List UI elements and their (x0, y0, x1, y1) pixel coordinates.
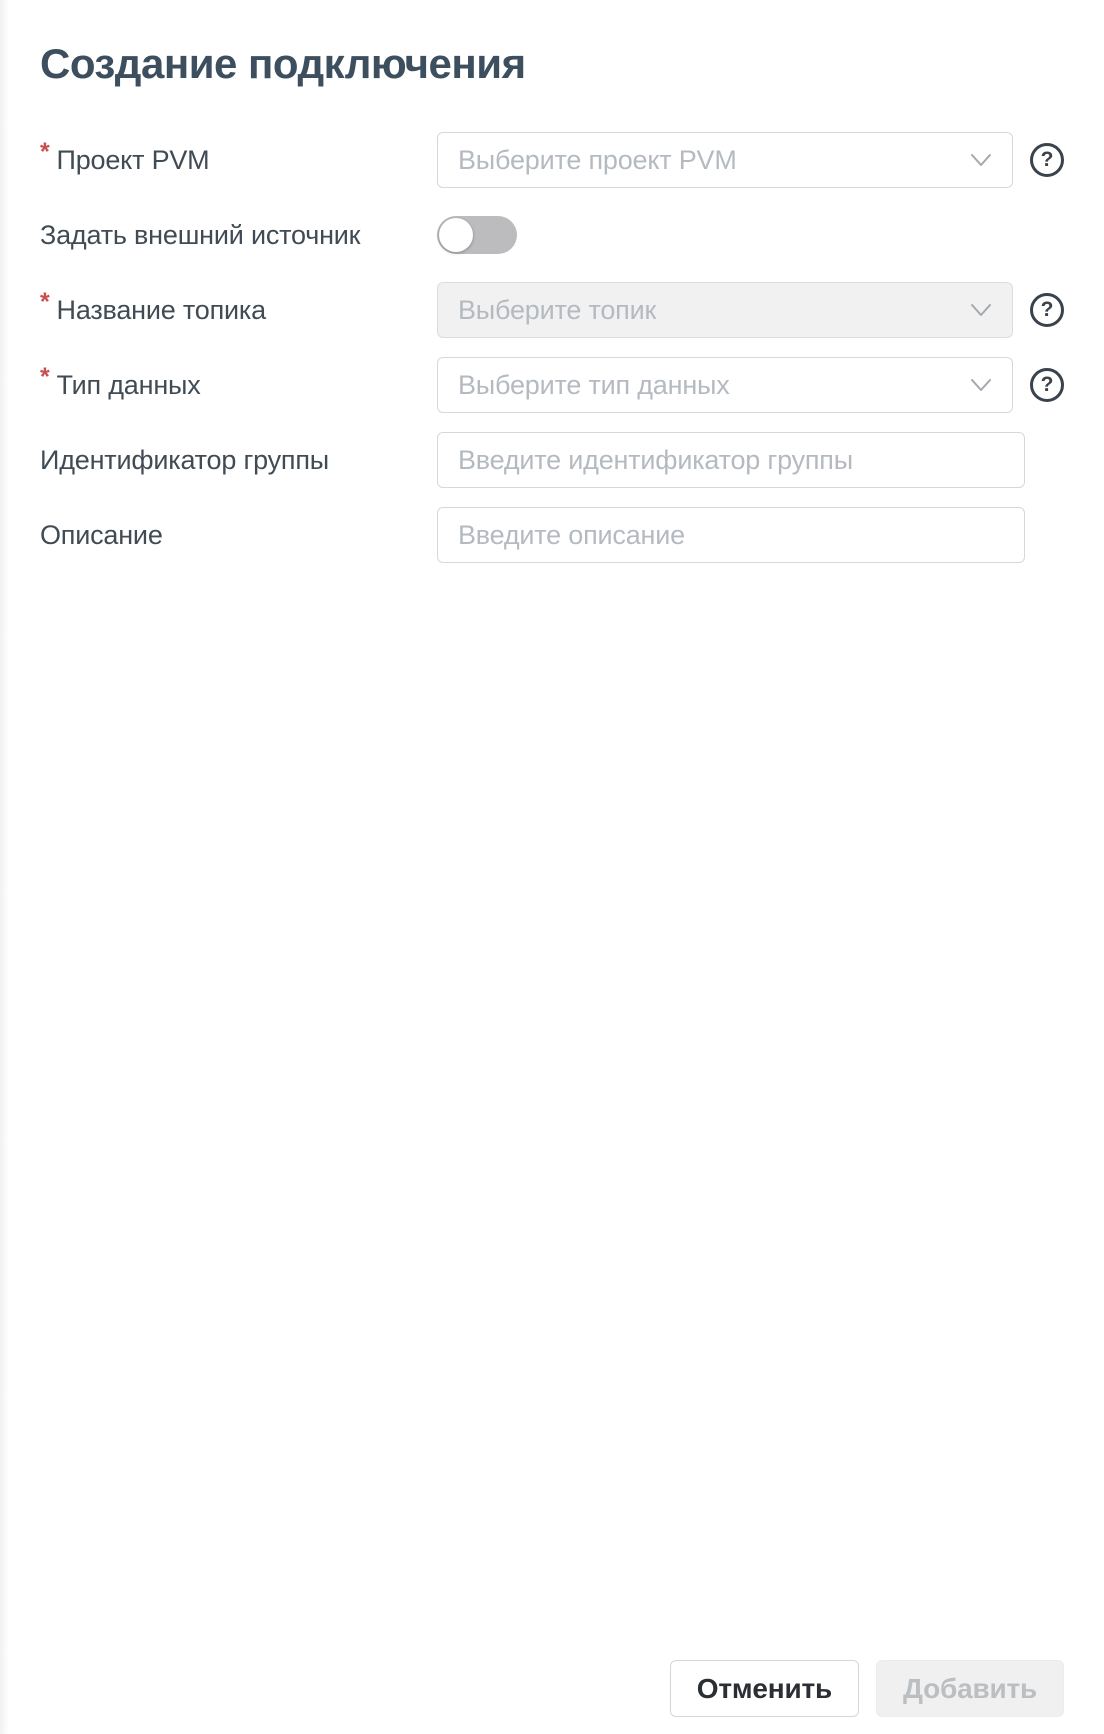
form-row-group-id (40, 432, 1064, 488)
external-source-toggle[interactable] (437, 216, 517, 254)
form-row-project-pvm (40, 132, 1064, 188)
chevron-down-icon (970, 303, 992, 317)
form-row-external-source (40, 207, 1064, 263)
required-asterisk: * (40, 137, 50, 166)
project-pvm-label-text: Проект PVM (56, 144, 210, 175)
external-source-label-text: Задать внешний источник (40, 219, 361, 250)
modal-footer (40, 1660, 1064, 1717)
group-id-field (437, 432, 1025, 488)
help-icon[interactable]: ? (1030, 368, 1064, 402)
topic-name-select-placeholder: Выберите топик (458, 294, 657, 325)
description-input[interactable] (458, 508, 1004, 562)
description-field (437, 507, 1025, 563)
chevron-down-icon (970, 153, 992, 167)
project-pvm-label (40, 137, 437, 176)
project-pvm-select[interactable] (437, 132, 1013, 188)
cancel-button[interactable]: Отменить (670, 1660, 859, 1717)
chevron-down-icon (970, 378, 992, 392)
data-type-label (40, 362, 437, 401)
modal-title: Создание подключения (40, 40, 526, 87)
required-asterisk: * (40, 287, 50, 316)
topic-name-label (40, 287, 437, 326)
description-label (40, 520, 437, 551)
help-icon[interactable]: ? (1030, 143, 1064, 177)
topic-name-label-text: Название топика (56, 294, 266, 325)
data-type-select[interactable] (437, 357, 1013, 413)
group-id-label (40, 445, 437, 476)
form-row-description (40, 507, 1064, 563)
group-id-label-text: Идентификатор группы (40, 444, 329, 475)
project-pvm-select-placeholder: Выберите проект PVM (458, 144, 737, 175)
external-source-label (40, 220, 437, 251)
help-icon[interactable]: ? (1030, 293, 1064, 327)
toggle-knob (439, 218, 473, 252)
data-type-label-text: Тип данных (56, 369, 201, 400)
group-id-input[interactable] (458, 433, 1004, 487)
description-label-text: Описание (40, 519, 163, 550)
data-type-select-placeholder: Выберите тип данных (458, 369, 730, 400)
add-button[interactable]: Добавить (876, 1660, 1064, 1717)
topic-name-select[interactable] (437, 282, 1013, 338)
form-row-data-type (40, 357, 1064, 413)
form-row-topic-name (40, 282, 1064, 338)
required-asterisk: * (40, 362, 50, 391)
